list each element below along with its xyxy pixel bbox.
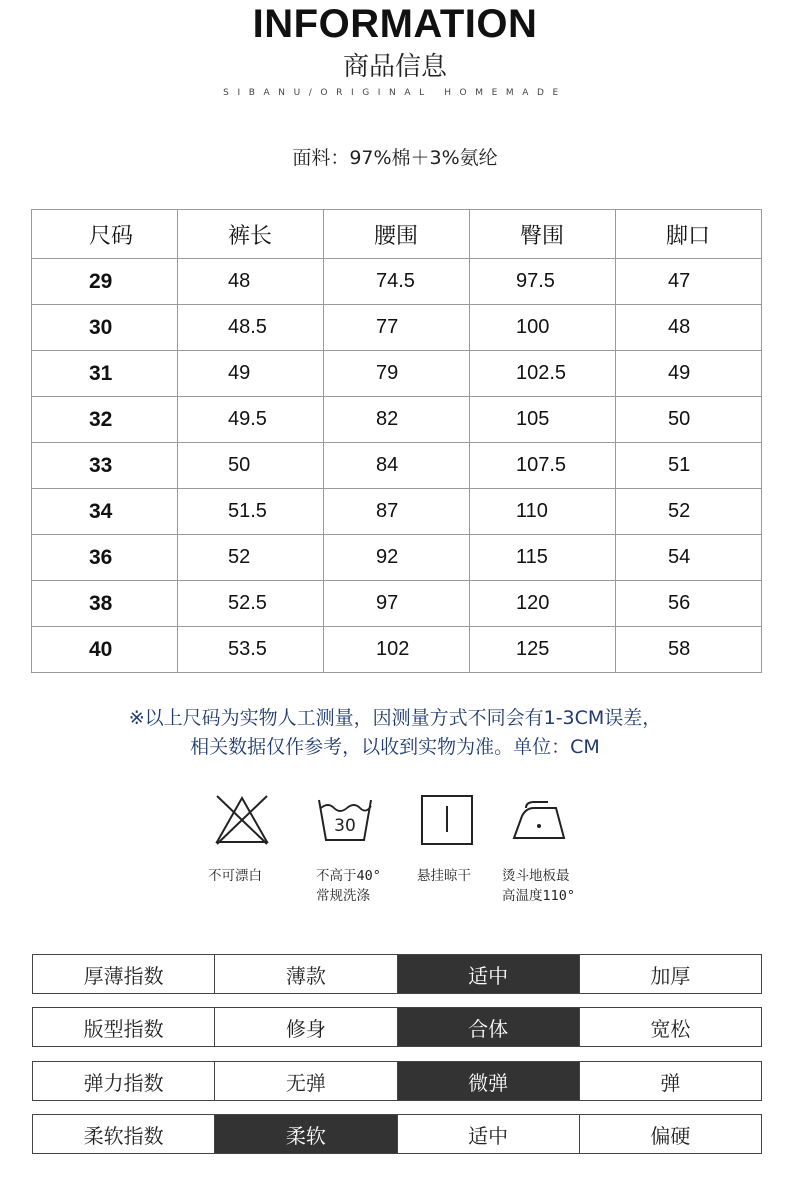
- cell-hem: 51: [616, 443, 762, 489]
- cell-waist: 97: [324, 581, 470, 627]
- table-row: [32, 259, 762, 305]
- cell-size: 36: [32, 535, 178, 581]
- iron-low-icon: [510, 794, 568, 846]
- table-row: [32, 581, 762, 627]
- page-title: INFORMATION: [252, 2, 538, 46]
- cell-length: 53.5: [178, 627, 324, 673]
- index-row-thickness: [32, 954, 762, 994]
- cell-length: 51.5: [178, 489, 324, 535]
- index-option: 加厚: [579, 955, 761, 993]
- cell-hem: 54: [616, 535, 762, 581]
- cell-waist: 102: [324, 627, 470, 673]
- index-label: 厚薄指数: [33, 955, 214, 993]
- cell-hip: 97.5: [470, 259, 616, 305]
- wash-30-icon: [316, 794, 374, 846]
- header-length: 裤长: [178, 210, 324, 259]
- care-label-no-bleach: 不可漂白: [208, 868, 262, 884]
- note-line-1: ※以上尺码为实物人工测量，因测量方式不同会有1-3CM误差，: [128, 707, 662, 729]
- index-option-selected: 柔软: [214, 1115, 396, 1153]
- table-row: [32, 627, 762, 673]
- index-option: 薄款: [214, 955, 396, 993]
- cell-length: 48.5: [178, 305, 324, 351]
- cell-length: 49: [178, 351, 324, 397]
- cell-size: 30: [32, 305, 178, 351]
- svg-text:30: 30: [334, 816, 356, 836]
- cell-waist: 92: [324, 535, 470, 581]
- cell-waist: 79: [324, 351, 470, 397]
- cell-size: 38: [32, 581, 178, 627]
- table-row: [32, 443, 762, 489]
- cell-waist: 77: [324, 305, 470, 351]
- cell-hem: 48: [616, 305, 762, 351]
- header-waist: 腰围: [324, 210, 470, 259]
- cell-hip: 120: [470, 581, 616, 627]
- care-label-wash: 不高于40° 常规洗涤: [316, 868, 381, 904]
- cell-waist: 87: [324, 489, 470, 535]
- index-row-stretch: [32, 1061, 762, 1101]
- cell-size: 29: [32, 259, 178, 305]
- cell-waist: 84: [324, 443, 470, 489]
- cell-hip: 102.5: [470, 351, 616, 397]
- note-line-2: 相关数据仅作参考，以收到实物为准。单位：CM: [190, 736, 600, 758]
- brand-tagline: SIBANU/ORIGINAL HOMEMADE: [223, 88, 567, 98]
- cell-hip: 107.5: [470, 443, 616, 489]
- cell-hip: 110: [470, 489, 616, 535]
- page-subtitle: 商品信息: [342, 52, 447, 82]
- index-option-selected: 合体: [397, 1008, 579, 1046]
- index-label: 版型指数: [33, 1008, 214, 1046]
- cell-hem: 49: [616, 351, 762, 397]
- cell-hip: 115: [470, 535, 616, 581]
- cell-size: 32: [32, 397, 178, 443]
- cell-hem: 58: [616, 627, 762, 673]
- size-table: [31, 209, 762, 673]
- measurement-note: [0, 704, 790, 762]
- table-row: [32, 489, 762, 535]
- cell-hip: 125: [470, 627, 616, 673]
- cell-size: 33: [32, 443, 178, 489]
- cell-hem: 47: [616, 259, 762, 305]
- cell-hem: 52: [616, 489, 762, 535]
- index-option: 偏硬: [579, 1115, 761, 1153]
- header-hem: 脚口: [616, 210, 762, 259]
- header-hip: 臀围: [470, 210, 616, 259]
- table-row: [32, 535, 762, 581]
- care-label-iron: 烫斗地板最 高温度110°: [502, 868, 576, 904]
- cell-length: 49.5: [178, 397, 324, 443]
- index-option: 弹: [579, 1062, 761, 1100]
- cell-size: 31: [32, 351, 178, 397]
- cell-hem: 56: [616, 581, 762, 627]
- cell-size: 40: [32, 627, 178, 673]
- cell-waist: 82: [324, 397, 470, 443]
- cell-hip: 105: [470, 397, 616, 443]
- table-row: [32, 305, 762, 351]
- cell-length: 52.5: [178, 581, 324, 627]
- cell-length: 48: [178, 259, 324, 305]
- hang-dry-icon: [418, 794, 476, 846]
- index-label: 弹力指数: [33, 1062, 214, 1100]
- cell-hem: 50: [616, 397, 762, 443]
- index-option: 宽松: [579, 1008, 761, 1046]
- index-option: 无弹: [214, 1062, 396, 1100]
- index-option: 适中: [397, 1115, 579, 1153]
- cell-length: 52: [178, 535, 324, 581]
- table-row: [32, 351, 762, 397]
- care-label-hang-dry: 悬挂晾干: [417, 868, 471, 884]
- index-option: 修身: [214, 1008, 396, 1046]
- index-option-selected: 适中: [397, 955, 579, 993]
- index-label: 柔软指数: [33, 1115, 214, 1153]
- index-row-softness: [32, 1114, 762, 1154]
- cell-hip: 100: [470, 305, 616, 351]
- cell-size: 34: [32, 489, 178, 535]
- no-bleach-icon: [213, 794, 271, 846]
- index-row-fit: [32, 1007, 762, 1047]
- cell-waist: 74.5: [324, 259, 470, 305]
- header-size: 尺码: [32, 210, 178, 259]
- index-option-selected: 微弹: [397, 1062, 579, 1100]
- table-row: [32, 397, 762, 443]
- cell-length: 50: [178, 443, 324, 489]
- fabric-composition: 面料：97%棉＋3%氨纶: [292, 147, 498, 169]
- size-table-header: [32, 210, 762, 259]
